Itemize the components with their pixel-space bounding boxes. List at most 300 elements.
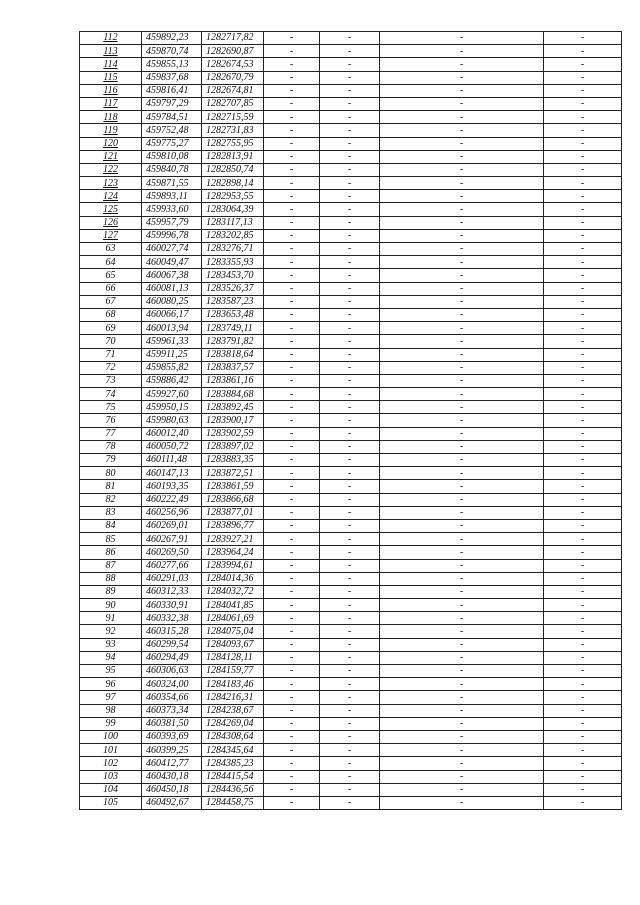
y-coordinate: 1284385,23 <box>202 757 264 770</box>
empty-dash-cell: - <box>264 612 320 625</box>
empty-dash-cell: - <box>264 533 320 546</box>
point-number: 81 <box>80 480 142 493</box>
x-coordinate: 459886,42 <box>142 374 202 387</box>
empty-dash-cell: - <box>544 599 622 612</box>
table-row <box>80 256 622 269</box>
x-coordinate: 460373,34 <box>142 704 202 717</box>
empty-dash-cell: - <box>380 454 544 467</box>
x-coordinate: 460312,33 <box>142 585 202 598</box>
x-coordinate: 460267,91 <box>142 533 202 546</box>
y-coordinate: 1284061,69 <box>202 612 264 625</box>
x-coordinate: 459996,78 <box>142 229 202 242</box>
empty-dash-cell: - <box>264 58 320 71</box>
empty-dash-cell: - <box>264 559 320 572</box>
empty-dash-cell: - <box>264 783 320 796</box>
table-row <box>80 691 622 704</box>
empty-dash-cell: - <box>264 467 320 480</box>
empty-dash-cell: - <box>380 796 544 809</box>
empty-dash-cell: - <box>320 678 380 691</box>
table-row <box>80 546 622 559</box>
empty-dash-cell: - <box>264 84 320 97</box>
point-number: 92 <box>80 625 142 638</box>
x-coordinate: 460430,18 <box>142 770 202 783</box>
empty-dash-cell: - <box>320 137 380 150</box>
empty-dash-cell: - <box>380 572 544 585</box>
x-coordinate: 460256,96 <box>142 506 202 519</box>
point-number: 115 <box>80 71 142 84</box>
empty-dash-cell: - <box>380 269 544 282</box>
empty-dash-cell: - <box>320 704 380 717</box>
empty-dash-cell: - <box>320 229 380 242</box>
point-number: 79 <box>80 454 142 467</box>
x-coordinate: 459840,78 <box>142 163 202 176</box>
empty-dash-cell: - <box>264 348 320 361</box>
empty-dash-cell: - <box>544 414 622 427</box>
empty-dash-cell: - <box>380 638 544 651</box>
empty-dash-cell: - <box>264 625 320 638</box>
table-row <box>80 229 622 242</box>
table-row <box>80 467 622 480</box>
table-row <box>80 744 622 757</box>
empty-dash-cell: - <box>320 559 380 572</box>
empty-dash-cell: - <box>544 651 622 664</box>
empty-dash-cell: - <box>544 796 622 809</box>
empty-dash-cell: - <box>544 585 622 598</box>
point-number: 101 <box>80 744 142 757</box>
point-number: 67 <box>80 295 142 308</box>
empty-dash-cell: - <box>320 493 380 506</box>
empty-dash-cell: - <box>380 229 544 242</box>
table-row <box>80 348 622 361</box>
empty-dash-cell: - <box>380 97 544 110</box>
empty-dash-cell: - <box>380 585 544 598</box>
point-number: 83 <box>80 506 142 519</box>
table-row <box>80 665 622 678</box>
point-number: 113 <box>80 45 142 58</box>
empty-dash-cell: - <box>380 308 544 321</box>
y-coordinate: 1283818,64 <box>202 348 264 361</box>
empty-dash-cell: - <box>380 58 544 71</box>
empty-dash-cell: - <box>544 559 622 572</box>
table-row <box>80 308 622 321</box>
x-coordinate: 460080,25 <box>142 295 202 308</box>
empty-dash-cell: - <box>380 243 544 256</box>
empty-dash-cell: - <box>380 401 544 414</box>
empty-dash-cell: - <box>264 572 320 585</box>
empty-dash-cell: - <box>264 599 320 612</box>
empty-dash-cell: - <box>380 717 544 730</box>
empty-dash-cell: - <box>264 216 320 229</box>
empty-dash-cell: - <box>320 625 380 638</box>
empty-dash-cell: - <box>320 32 380 45</box>
point-number: 120 <box>80 137 142 150</box>
x-coordinate: 460067,38 <box>142 269 202 282</box>
empty-dash-cell: - <box>320 796 380 809</box>
y-coordinate: 1284216,31 <box>202 691 264 704</box>
empty-dash-cell: - <box>544 177 622 190</box>
point-number: 105 <box>80 796 142 809</box>
y-coordinate: 1282813,91 <box>202 150 264 163</box>
empty-dash-cell: - <box>264 124 320 137</box>
x-coordinate: 459980,63 <box>142 414 202 427</box>
empty-dash-cell: - <box>320 243 380 256</box>
empty-dash-cell: - <box>544 506 622 519</box>
empty-dash-cell: - <box>320 770 380 783</box>
empty-dash-cell: - <box>320 480 380 493</box>
empty-dash-cell: - <box>380 163 544 176</box>
y-coordinate: 1283994,61 <box>202 559 264 572</box>
point-number: 85 <box>80 533 142 546</box>
empty-dash-cell: - <box>544 665 622 678</box>
y-coordinate: 1282731,83 <box>202 124 264 137</box>
empty-dash-cell: - <box>544 388 622 401</box>
point-number: 86 <box>80 546 142 559</box>
empty-dash-cell: - <box>544 71 622 84</box>
x-coordinate: 460299,54 <box>142 638 202 651</box>
y-coordinate: 1283861,59 <box>202 480 264 493</box>
table-row <box>80 177 622 190</box>
y-coordinate: 1284308,64 <box>202 730 264 743</box>
empty-dash-cell: - <box>544 493 622 506</box>
empty-dash-cell: - <box>380 84 544 97</box>
empty-dash-cell: - <box>544 454 622 467</box>
y-coordinate: 1284093,67 <box>202 638 264 651</box>
point-number: 73 <box>80 374 142 387</box>
coordinates-table <box>79 31 622 810</box>
table-row <box>80 414 622 427</box>
y-coordinate: 1283884,68 <box>202 388 264 401</box>
empty-dash-cell: - <box>264 585 320 598</box>
table-row <box>80 111 622 124</box>
table-row <box>80 97 622 110</box>
empty-dash-cell: - <box>320 216 380 229</box>
empty-dash-cell: - <box>380 599 544 612</box>
empty-dash-cell: - <box>380 533 544 546</box>
y-coordinate: 1284128,11 <box>202 651 264 664</box>
x-coordinate: 460324,00 <box>142 678 202 691</box>
empty-dash-cell: - <box>320 361 380 374</box>
table-row <box>80 84 622 97</box>
empty-dash-cell: - <box>380 282 544 295</box>
empty-dash-cell: - <box>380 651 544 664</box>
x-coordinate: 459961,33 <box>142 335 202 348</box>
empty-dash-cell: - <box>380 730 544 743</box>
empty-dash-cell: - <box>380 625 544 638</box>
empty-dash-cell: - <box>544 533 622 546</box>
empty-dash-cell: - <box>264 269 320 282</box>
x-coordinate: 460081,13 <box>142 282 202 295</box>
point-number: 116 <box>80 84 142 97</box>
empty-dash-cell: - <box>544 203 622 216</box>
empty-dash-cell: - <box>264 493 320 506</box>
y-coordinate: 1283276,71 <box>202 243 264 256</box>
y-coordinate: 1282674,81 <box>202 84 264 97</box>
point-number: 98 <box>80 704 142 717</box>
empty-dash-cell: - <box>544 229 622 242</box>
empty-dash-cell: - <box>264 678 320 691</box>
table-row <box>80 374 622 387</box>
empty-dash-cell: - <box>320 97 380 110</box>
empty-dash-cell: - <box>264 203 320 216</box>
empty-dash-cell: - <box>544 480 622 493</box>
point-number: 126 <box>80 216 142 229</box>
empty-dash-cell: - <box>264 651 320 664</box>
empty-dash-cell: - <box>264 150 320 163</box>
empty-dash-cell: - <box>264 757 320 770</box>
empty-dash-cell: - <box>544 335 622 348</box>
empty-dash-cell: - <box>544 256 622 269</box>
point-number: 118 <box>80 111 142 124</box>
table-row <box>80 651 622 664</box>
point-number: 65 <box>80 269 142 282</box>
y-coordinate: 1283883,35 <box>202 454 264 467</box>
empty-dash-cell: - <box>264 71 320 84</box>
point-number: 89 <box>80 585 142 598</box>
x-coordinate: 459775,27 <box>142 137 202 150</box>
empty-dash-cell: - <box>320 163 380 176</box>
table-row <box>80 269 622 282</box>
empty-dash-cell: - <box>544 519 622 532</box>
table-row <box>80 704 622 717</box>
point-number: 76 <box>80 414 142 427</box>
table-row <box>80 783 622 796</box>
empty-dash-cell: - <box>320 295 380 308</box>
table-row <box>80 770 622 783</box>
y-coordinate: 1283902,59 <box>202 427 264 440</box>
empty-dash-cell: - <box>264 796 320 809</box>
empty-dash-cell: - <box>264 770 320 783</box>
table-row <box>80 678 622 691</box>
empty-dash-cell: - <box>320 730 380 743</box>
empty-dash-cell: - <box>380 111 544 124</box>
empty-dash-cell: - <box>264 691 320 704</box>
point-number: 124 <box>80 190 142 203</box>
empty-dash-cell: - <box>544 111 622 124</box>
y-coordinate: 1283791,82 <box>202 335 264 348</box>
point-number: 66 <box>80 282 142 295</box>
table-row <box>80 45 622 58</box>
empty-dash-cell: - <box>320 308 380 321</box>
empty-dash-cell: - <box>544 282 622 295</box>
point-number: 122 <box>80 163 142 176</box>
x-coordinate: 459837,68 <box>142 71 202 84</box>
empty-dash-cell: - <box>544 45 622 58</box>
empty-dash-cell: - <box>320 322 380 335</box>
table-row <box>80 599 622 612</box>
y-coordinate: 1282898,14 <box>202 177 264 190</box>
y-coordinate: 1282953,55 <box>202 190 264 203</box>
x-coordinate: 460330,91 <box>142 599 202 612</box>
empty-dash-cell: - <box>544 190 622 203</box>
table-row <box>80 388 622 401</box>
x-coordinate: 460193,35 <box>142 480 202 493</box>
point-number: 80 <box>80 467 142 480</box>
empty-dash-cell: - <box>320 454 380 467</box>
table-row <box>80 730 622 743</box>
x-coordinate: 460269,50 <box>142 546 202 559</box>
empty-dash-cell: - <box>264 519 320 532</box>
y-coordinate: 1284415,54 <box>202 770 264 783</box>
table-row <box>80 282 622 295</box>
y-coordinate: 1283837,57 <box>202 361 264 374</box>
x-coordinate: 459927,60 <box>142 388 202 401</box>
empty-dash-cell: - <box>380 744 544 757</box>
empty-dash-cell: - <box>320 388 380 401</box>
empty-dash-cell: - <box>380 480 544 493</box>
empty-dash-cell: - <box>544 678 622 691</box>
empty-dash-cell: - <box>264 177 320 190</box>
empty-dash-cell: - <box>264 97 320 110</box>
point-number: 91 <box>80 612 142 625</box>
empty-dash-cell: - <box>544 572 622 585</box>
empty-dash-cell: - <box>544 308 622 321</box>
empty-dash-cell: - <box>380 467 544 480</box>
y-coordinate: 1284075,04 <box>202 625 264 638</box>
y-coordinate: 1282690,87 <box>202 45 264 58</box>
y-coordinate: 1284458,75 <box>202 796 264 809</box>
empty-dash-cell: - <box>264 308 320 321</box>
empty-dash-cell: - <box>544 295 622 308</box>
point-number: 68 <box>80 308 142 321</box>
empty-dash-cell: - <box>544 216 622 229</box>
x-coordinate: 460111,48 <box>142 454 202 467</box>
empty-dash-cell: - <box>320 374 380 387</box>
empty-dash-cell: - <box>264 243 320 256</box>
point-number: 121 <box>80 150 142 163</box>
empty-dash-cell: - <box>380 322 544 335</box>
empty-dash-cell: - <box>380 137 544 150</box>
empty-dash-cell: - <box>544 374 622 387</box>
empty-dash-cell: - <box>380 506 544 519</box>
empty-dash-cell: - <box>544 717 622 730</box>
empty-dash-cell: - <box>544 58 622 71</box>
empty-dash-cell: - <box>320 691 380 704</box>
point-number: 78 <box>80 440 142 453</box>
empty-dash-cell: - <box>264 744 320 757</box>
empty-dash-cell: - <box>380 388 544 401</box>
empty-dash-cell: - <box>320 124 380 137</box>
empty-dash-cell: - <box>264 32 320 45</box>
empty-dash-cell: - <box>320 757 380 770</box>
point-number: 119 <box>80 124 142 137</box>
point-number: 97 <box>80 691 142 704</box>
empty-dash-cell: - <box>320 783 380 796</box>
x-coordinate: 460492,67 <box>142 796 202 809</box>
empty-dash-cell: - <box>380 783 544 796</box>
x-coordinate: 459752,48 <box>142 124 202 137</box>
empty-dash-cell: - <box>380 150 544 163</box>
empty-dash-cell: - <box>544 757 622 770</box>
y-coordinate: 1283927,21 <box>202 533 264 546</box>
x-coordinate: 459870,74 <box>142 45 202 58</box>
table-row <box>80 124 622 137</box>
table-row <box>80 58 622 71</box>
empty-dash-cell: - <box>320 612 380 625</box>
empty-dash-cell: - <box>380 414 544 427</box>
empty-dash-cell: - <box>544 150 622 163</box>
table-row <box>80 585 622 598</box>
table-row <box>80 427 622 440</box>
table-row <box>80 625 622 638</box>
empty-dash-cell: - <box>544 440 622 453</box>
point-number: 114 <box>80 58 142 71</box>
x-coordinate: 460412,77 <box>142 757 202 770</box>
empty-dash-cell: - <box>264 45 320 58</box>
empty-dash-cell: - <box>264 427 320 440</box>
empty-dash-cell: - <box>380 295 544 308</box>
point-number: 100 <box>80 730 142 743</box>
empty-dash-cell: - <box>380 770 544 783</box>
empty-dash-cell: - <box>264 440 320 453</box>
empty-dash-cell: - <box>380 32 544 45</box>
empty-dash-cell: - <box>544 770 622 783</box>
empty-dash-cell: - <box>320 401 380 414</box>
empty-dash-cell: - <box>544 348 622 361</box>
empty-dash-cell: - <box>544 322 622 335</box>
y-coordinate: 1284159,77 <box>202 665 264 678</box>
y-coordinate: 1282670,79 <box>202 71 264 84</box>
table-row <box>80 454 622 467</box>
x-coordinate: 460012,40 <box>142 427 202 440</box>
empty-dash-cell: - <box>320 348 380 361</box>
table-row <box>80 796 622 809</box>
y-coordinate: 1283526,37 <box>202 282 264 295</box>
empty-dash-cell: - <box>264 388 320 401</box>
y-coordinate: 1284345,64 <box>202 744 264 757</box>
table-row <box>80 638 622 651</box>
point-number: 84 <box>80 519 142 532</box>
y-coordinate: 1283749,11 <box>202 322 264 335</box>
y-coordinate: 1282717,82 <box>202 32 264 45</box>
point-number: 69 <box>80 322 142 335</box>
point-number: 127 <box>80 229 142 242</box>
table-row <box>80 506 622 519</box>
x-coordinate: 459871,55 <box>142 177 202 190</box>
x-coordinate: 459892,23 <box>142 32 202 45</box>
empty-dash-cell: - <box>544 783 622 796</box>
empty-dash-cell: - <box>264 730 320 743</box>
empty-dash-cell: - <box>544 137 622 150</box>
empty-dash-cell: - <box>320 58 380 71</box>
x-coordinate: 460393,69 <box>142 730 202 743</box>
empty-dash-cell: - <box>264 256 320 269</box>
empty-dash-cell: - <box>380 348 544 361</box>
empty-dash-cell: - <box>380 427 544 440</box>
point-number: 95 <box>80 665 142 678</box>
point-number: 103 <box>80 770 142 783</box>
empty-dash-cell: - <box>320 150 380 163</box>
point-number: 102 <box>80 757 142 770</box>
point-number: 125 <box>80 203 142 216</box>
empty-dash-cell: - <box>320 717 380 730</box>
empty-dash-cell: - <box>320 414 380 427</box>
empty-dash-cell: - <box>320 585 380 598</box>
empty-dash-cell: - <box>380 612 544 625</box>
empty-dash-cell: - <box>544 625 622 638</box>
empty-dash-cell: - <box>380 124 544 137</box>
point-number: 93 <box>80 638 142 651</box>
empty-dash-cell: - <box>320 190 380 203</box>
y-coordinate: 1283897,02 <box>202 440 264 453</box>
empty-dash-cell: - <box>320 546 380 559</box>
y-coordinate: 1283872,51 <box>202 467 264 480</box>
y-coordinate: 1283653,48 <box>202 308 264 321</box>
empty-dash-cell: - <box>320 599 380 612</box>
x-coordinate: 460399,25 <box>142 744 202 757</box>
table-row <box>80 559 622 572</box>
table-row <box>80 150 622 163</box>
table-row <box>80 71 622 84</box>
